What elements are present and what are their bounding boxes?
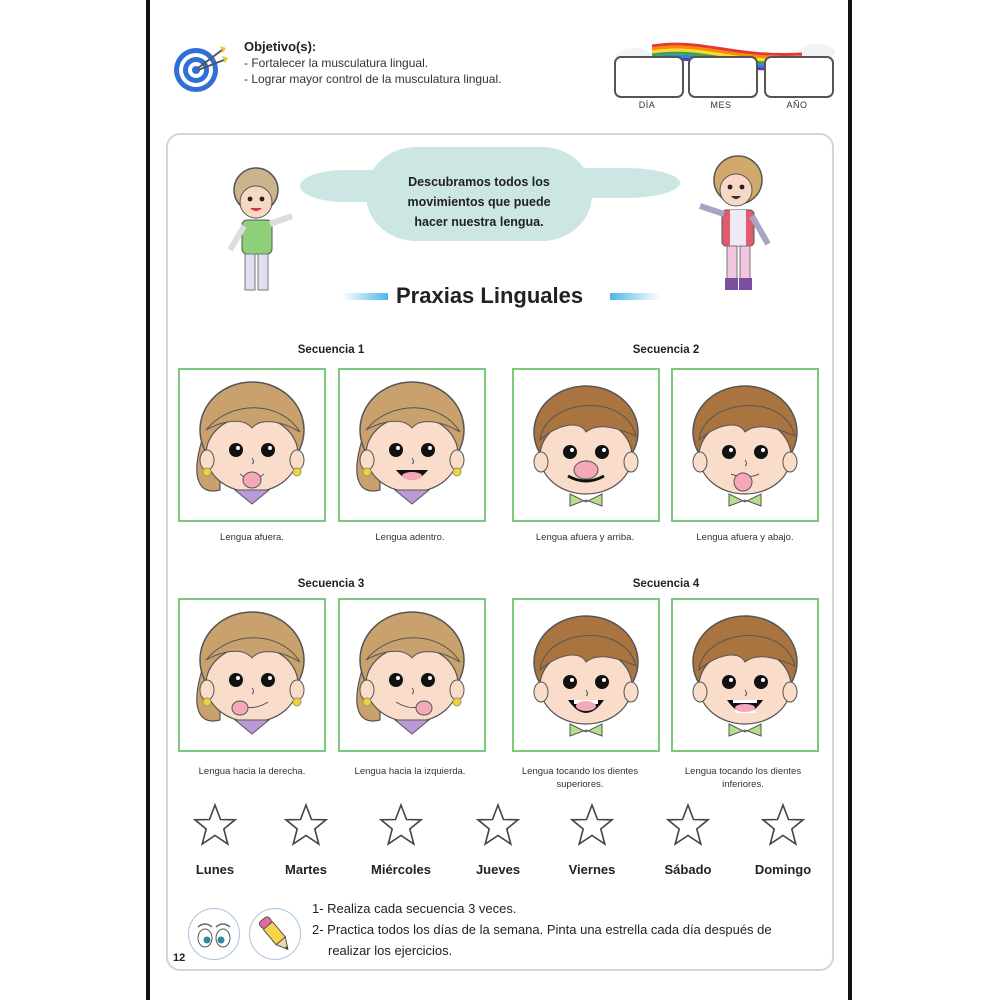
star-lunes-icon[interactable] <box>193 803 237 847</box>
star-domingo-icon[interactable] <box>761 803 805 847</box>
day-label-domingo: Domingo <box>754 862 812 877</box>
boy-face-illustration <box>673 600 817 750</box>
exercise-frame-tongue-in <box>338 368 486 522</box>
speech-line: Descubramos todos los <box>408 175 550 189</box>
girl-face-illustration <box>180 370 324 520</box>
title-decoration-left <box>342 293 388 300</box>
caption: Lengua tocando los dientes inferiores. <box>684 766 802 790</box>
pencil-icon <box>249 908 301 960</box>
caption: Lengua hacia la derecha. <box>198 766 306 777</box>
speech-line: hacer nuestra lengua. <box>414 215 544 229</box>
eyes-icon <box>188 908 240 960</box>
girl-face-illustration <box>340 370 484 520</box>
day-label-jueves: Jueves <box>475 862 521 877</box>
date-year-input[interactable] <box>764 56 834 98</box>
date-month-input[interactable] <box>688 56 758 98</box>
boy-face-illustration <box>514 370 658 520</box>
objectives-list <box>244 55 501 87</box>
exercise-frame-teeth-lower <box>671 598 819 752</box>
caption: Lengua afuera y arriba. <box>535 532 635 543</box>
exercise-frame-tongue-down <box>671 368 819 522</box>
day-label-viernes: Viernes <box>568 862 616 877</box>
instruction-2-continued: realizar los ejercicios. <box>328 943 453 958</box>
objectives-title: Objetivo(s): <box>244 39 317 54</box>
date-month-label: MES <box>710 100 732 110</box>
sequence-1-title: Secuencia 1 <box>297 344 365 356</box>
speech-line: movimientos que puede <box>407 195 551 209</box>
day-label-sabado: Sábado <box>664 862 712 877</box>
boy-character-illustration <box>218 162 302 302</box>
speech-bubble-text <box>378 172 580 232</box>
caption: Lengua adentro. <box>375 532 445 543</box>
date-area <box>612 38 837 118</box>
page-edge-right <box>848 0 852 1000</box>
star-martes-icon[interactable] <box>284 803 328 847</box>
star-viernes-icon[interactable] <box>570 803 614 847</box>
caption: Lengua afuera y abajo. <box>696 532 794 543</box>
girl-face-illustration <box>340 600 484 750</box>
page-number: 12 <box>173 952 186 964</box>
caption: Lengua afuera. <box>220 532 284 543</box>
instructions <box>312 898 842 961</box>
instruction-1: 1- Realiza cada secuencia 3 veces. <box>312 901 517 916</box>
sequence-2-title: Secuencia 2 <box>632 344 700 356</box>
exercise-frame-tongue-up <box>512 368 660 522</box>
date-day-input[interactable] <box>614 56 684 98</box>
instruction-2: 2- Practica todos los días de la semana. Pinta una estrella cada día después de <box>312 922 772 937</box>
exercise-frame-teeth-upper <box>512 598 660 752</box>
exercise-frame-tongue-right <box>178 598 326 752</box>
girl-face-illustration <box>180 600 324 750</box>
page-edge-left <box>146 0 150 1000</box>
page-title: Praxias Linguales <box>396 283 584 308</box>
boy-face-illustration <box>673 370 817 520</box>
objective-item: - Lograr mayor control de la musculatura lingual. <box>244 72 502 86</box>
date-year-label: AÑO <box>786 100 808 110</box>
target-icon <box>172 40 228 96</box>
day-label-miercoles: Miércoles <box>371 862 431 877</box>
title-decoration-right <box>610 293 660 300</box>
sequence-4-title: Secuencia 4 <box>632 578 700 590</box>
date-day-label: DÍA <box>638 100 656 110</box>
day-label-lunes: Lunes <box>195 862 235 877</box>
objective-item: - Fortalecer la musculatura lingual. <box>244 56 429 70</box>
exercise-frame-tongue-out <box>178 368 326 522</box>
boy-face-illustration <box>514 600 658 750</box>
sequence-3-title: Secuencia 3 <box>297 578 365 590</box>
star-sabado-icon[interactable] <box>666 803 710 847</box>
caption: Lengua hacia la izquierda. <box>354 766 466 777</box>
star-jueves-icon[interactable] <box>476 803 520 847</box>
exercise-frame-tongue-left <box>338 598 486 752</box>
caption: Lengua tocando los dientes superiores. <box>521 766 639 790</box>
day-label-martes: Martes <box>285 862 327 877</box>
girl-character-illustration <box>694 152 778 294</box>
star-miercoles-icon[interactable] <box>379 803 423 847</box>
